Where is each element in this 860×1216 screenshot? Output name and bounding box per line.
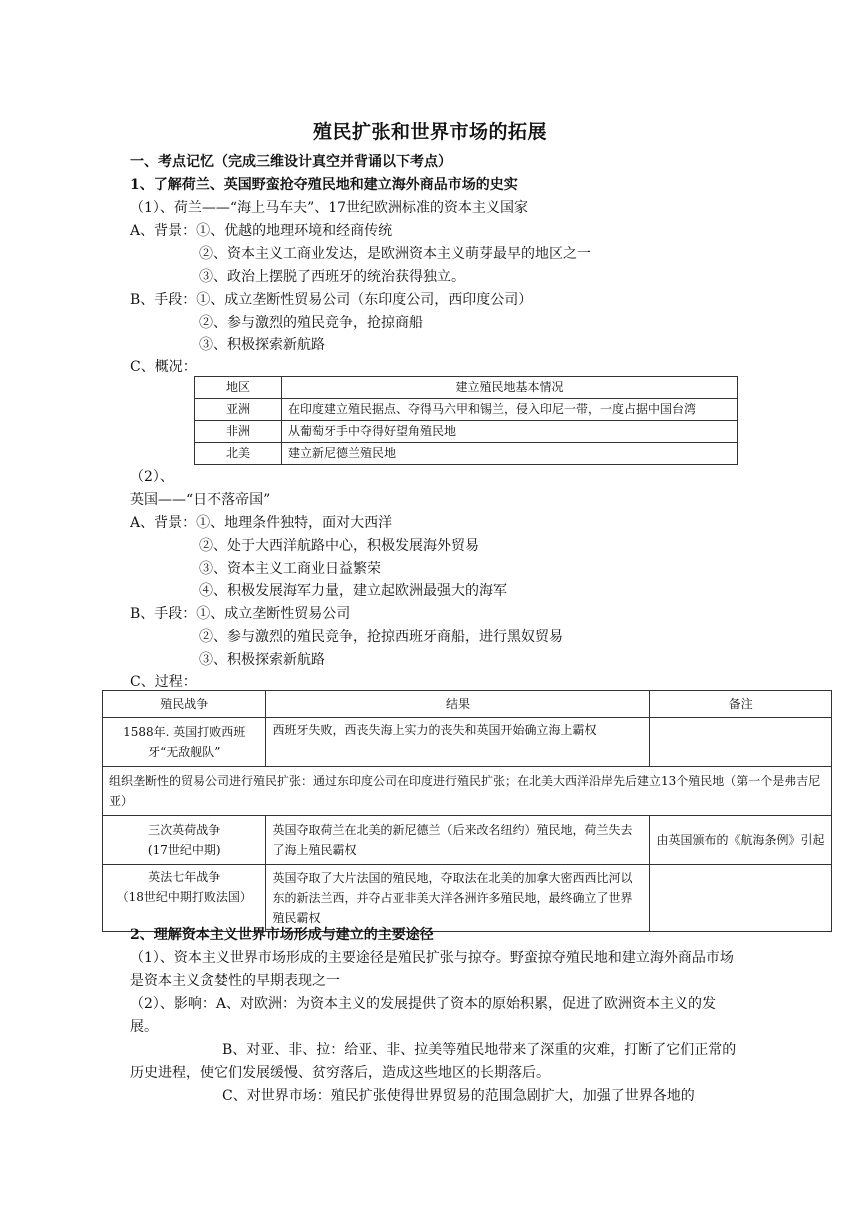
holland-background-3: ③、政治上摆脱了西班牙的统治获得独立。 [199, 269, 465, 285]
table-header-row [195, 377, 738, 399]
britain-heading: 英国——“日不落帝国” [130, 492, 271, 508]
holland-means-1: B、手段：①、成立垄断性贸易公司（东印度公司，西印度公司） [130, 292, 533, 308]
table-row [103, 816, 832, 865]
table-header-cell: 地区 [195, 377, 282, 399]
table-row [103, 718, 832, 767]
table-cell: 非洲 [195, 421, 282, 443]
effect-colonies-paragraph: B、对亚、非、拉：给亚、非、拉美等殖民地带来了深重的灾难，打断了它们正常的历史进程，使它们发展缓慢、贫穷落后，造成这些地区的长期落后。 [130, 1042, 737, 1081]
britain-process-label: C、过程： [130, 674, 197, 690]
table-cell: 西班牙失败，西丧失海上实力的丧失和英国开始确立海上霸权 [266, 718, 650, 767]
britain-means-1: B、手段：①、成立垄断性贸易公司 [130, 606, 351, 622]
holland-colony-table [194, 376, 738, 465]
table-cell: 在印度建立殖民据点、夺得马六甲和锡兰，侵入印尼一带，一度占据中国台湾 [282, 399, 738, 421]
holland-background-2: ②、资本主义工商业发达，是欧洲资本主义萌芽最早的地区之一 [199, 246, 591, 262]
table-cell: 从葡萄牙手中夺得好望角殖民地 [282, 421, 738, 443]
table-row [103, 865, 832, 932]
effect-world-market-paragraph: C、对世界市场：殖民扩张使得世界贸易的范围急剧扩大，加强了世界各地的 [222, 1088, 695, 1104]
britain-background-2: ②、处于大西洋航路中心，积极发展海外贸易 [199, 538, 479, 554]
page-title: 殖民扩张和世界市场的拓展 [312, 121, 547, 143]
point-heading-1: 1、了解荷兰、英国野蛮抢夺殖民地和建立海外商品市场的史实 [130, 177, 518, 193]
table-cell: 英国夺取荷兰在北美的新尼德兰（后来改名纽约）殖民地，荷兰失去了海上殖民霸权 [266, 816, 650, 865]
britain-means-3: ③、积极探索新航路 [199, 652, 325, 668]
table-header-row [103, 691, 832, 718]
table-cell: 组织垄断性的贸易公司进行殖民扩张：通过东印度公司在印度进行殖民扩张；在北美大西洋沿岸先后建立13个殖民地（第一个是弗吉尼亚） [103, 767, 832, 816]
table-row [195, 443, 738, 465]
britain-means-2: ②、参与激烈的殖民竞争，抢掠西班牙商船，进行黑奴贸易 [199, 629, 563, 645]
table-cell [650, 865, 832, 932]
table-cell: 三次英荷战争 (17世纪中期) [103, 816, 266, 865]
britain-background-3: ③、资本主义工商业日益繁荣 [199, 561, 381, 577]
table-header-cell: 结果 [266, 691, 650, 718]
table-cell: 亚洲 [195, 399, 282, 421]
table-cell [650, 718, 832, 767]
table-row [195, 399, 738, 421]
table-cell: 建立新尼德兰殖民地 [282, 443, 738, 465]
britain-number: （2）、 [130, 469, 174, 485]
point-heading-2: 2、理解资本主义世界市场形成与建立的主要途径 [130, 927, 434, 943]
route-paragraph: （1）、资本主义世界市场形成的主要途径是殖民扩张与掠夺。野蛮掠夺殖民地和建立海外商品市场是资本主义贪婪性的早期表现之一 [130, 950, 734, 989]
britain-war-table [102, 690, 832, 932]
britain-background-1: A、背景：①、地理条件独特，面对大西洋 [130, 515, 393, 531]
holland-heading: （1）、荷兰——“海上马车夫”、17世纪欧洲标准的资本主义国家 [130, 200, 529, 216]
effect-europe-paragraph: （2）、影响：A、对欧洲：为资本主义的发展提供了资本的原始积累，促进了欧洲资本主义的发展。 [130, 996, 717, 1035]
holland-means-3: ③、积极探索新航路 [199, 337, 325, 353]
table-header-cell: 备注 [650, 691, 832, 718]
table-cell: 英法七年战争 （18世纪中期打败法国） [103, 865, 266, 932]
holland-overview-label: C、概况： [130, 359, 197, 375]
table-header-cell: 建立殖民地基本情况 [282, 377, 738, 399]
table-cell: 1588年. 英国打败西班牙“无敌舰队” [103, 718, 266, 767]
table-row [195, 421, 738, 443]
table-cell: 由英国颁布的《航海条例》引起 [650, 816, 832, 865]
britain-background-4: ④、积极发展海军力量，建立起欧洲最强大的海军 [199, 583, 507, 599]
table-header-cell: 殖民战争 [103, 691, 266, 718]
table-row [103, 767, 832, 816]
table-cell: 北美 [195, 443, 282, 465]
holland-means-2: ②、参与激烈的殖民竞争，抢掠商船 [199, 315, 423, 331]
section-heading: 一、考点记忆（完成三维设计真空并背诵以下考点） [130, 154, 452, 170]
holland-background-1: A、背景：①、优越的地理环境和经商传统 [130, 223, 393, 239]
table-cell: 英国夺取了大片法国的殖民地，夺取法在北美的加拿大密西西比河以东的新法兰西，并夺占亚非美大洋各洲许多殖民地，最终确立了世界殖民霸权 [266, 865, 650, 932]
